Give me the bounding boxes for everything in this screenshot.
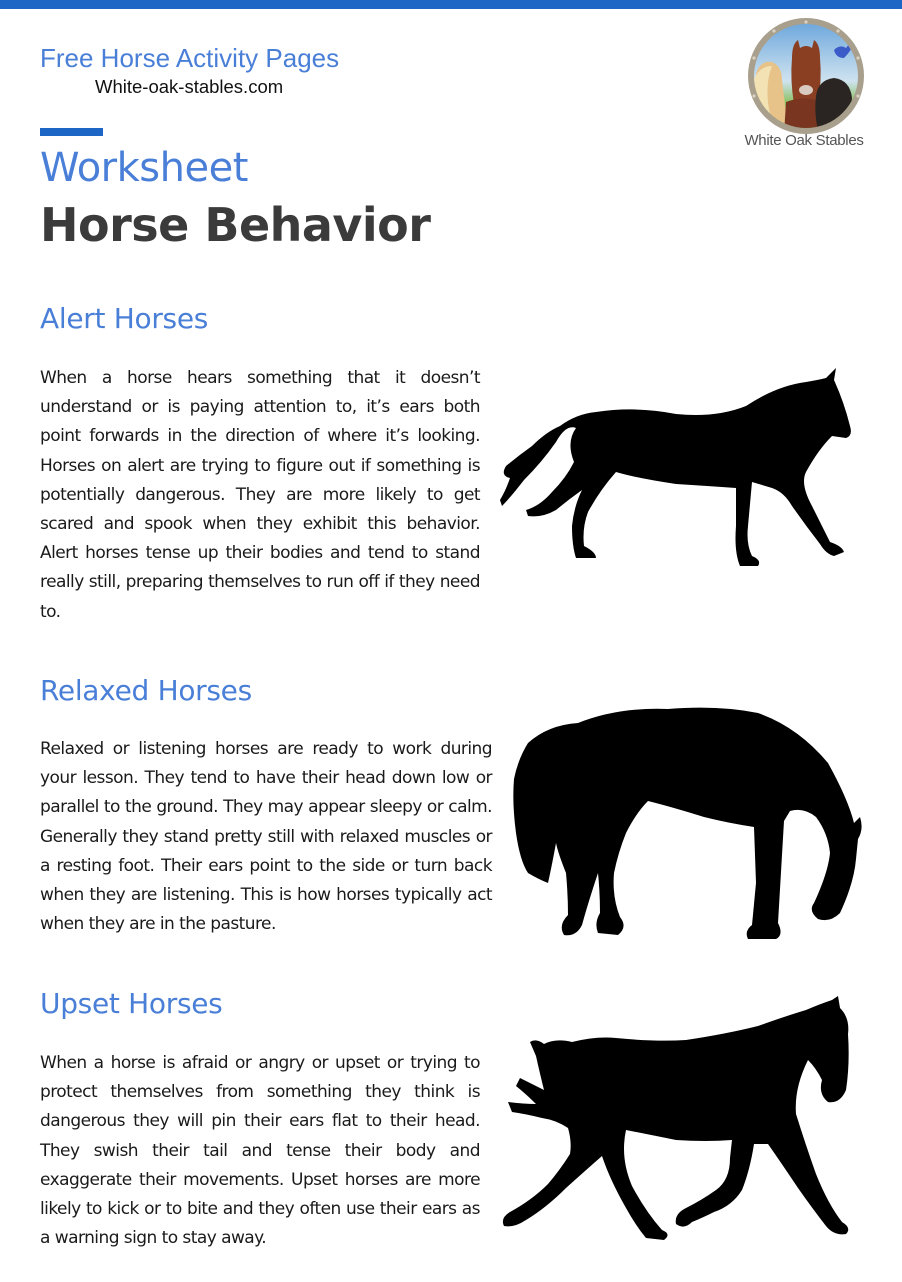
top-accent-bar [0, 0, 902, 9]
section-body-relaxed: Relaxed or listening horses are ready to work during your lesson. They tend to have their head down low or parallel to the ground. They may appear sleepy or calm. Generally they stand pretty still with relaxed muscles or a resting foot. Their ears point to the side or turn back when they are listening. This is how horses typically act when they are in the pasture. [40, 739, 492, 935]
page-title: Horse Behavior [40, 198, 431, 252]
logo-caption: White Oak Stables [744, 132, 864, 149]
section-heading-upset: Upset Horses [40, 987, 223, 1020]
section-body-alert: When a horse hears something that it doesn’t understand or is paying attention to, it’s ears both point forwards in the direction of where it’s looking. Horses on alert are trying to figure out if something is potentially dangerous. They are more likely to get scared and spook when they exhibit this behavior. Alert horses tense up their bodies and tend to stand really still, preparing themselves to run off if they need to. [40, 368, 480, 622]
section-heading-relaxed: Relaxed Horses [40, 674, 252, 707]
title-accent-bar [40, 128, 103, 136]
section-heading-alert: Alert Horses [40, 302, 209, 335]
section-body-upset: When a horse is afraid or angry or upset or trying to protect themselves from something they think is dangerous they will pin their ears flat to their head. They swish their tail and tense their body and exaggerate their movements. Upset horses are more likely to kick or to bite and they often use their ears as a warning sign to stay away. [40, 1053, 480, 1249]
page-kicker: Worksheet [40, 145, 248, 191]
site-url: White-oak-stables.com [95, 76, 284, 97]
alert-horse-silhouette-icon [496, 366, 854, 571]
upset-horse-silhouette-icon [496, 994, 854, 1244]
relaxed-horse-silhouette-icon [508, 703, 864, 945]
site-title: Free Horse Activity Pages [40, 43, 340, 73]
